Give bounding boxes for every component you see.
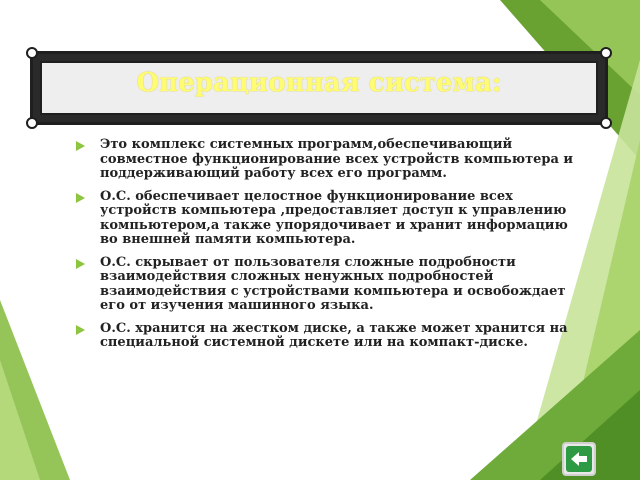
bullet-list (74, 138, 580, 359)
bullet-text: О.С. хранится на жестком диске, а также может хранится на специальной системной дискете или на компакт-диске. (100, 320, 568, 350)
frame-corner-bottom-right (600, 117, 612, 129)
bullet-item (74, 256, 580, 314)
frame-corner-top-left (26, 47, 38, 59)
bullet-item (74, 190, 580, 248)
bullet-arrow-icon (76, 325, 85, 335)
back-button-face[interactable] (566, 446, 592, 472)
bullet-item (74, 138, 580, 182)
bullet-text: Это комплекс системных программ,обеспечивающий совместное функционирование всех устройств компьютера и поддерживающий работу всех его программ. (100, 137, 574, 181)
bullet-text: О.С. скрывает от пользователя сложные подробности взаимодействия сложных ненужных подробностей взаимодействия с устройствами компьютера и освобождает его от изучения машинного языка. (100, 254, 566, 313)
bullet-arrow-icon (76, 193, 85, 203)
title-frame (30, 51, 608, 125)
bullet-arrow-icon (76, 141, 85, 151)
arrow-left-icon[interactable] (569, 449, 589, 469)
back-button[interactable] (562, 442, 596, 476)
frame-corner-top-right (600, 47, 612, 59)
frame-corner-bottom-left (26, 117, 38, 129)
bullet-arrow-icon (76, 259, 85, 269)
bullet-item (74, 322, 580, 351)
slide-title: Операционная система: (136, 68, 502, 98)
bullet-text: О.С. обеспечивает целостное функционирование всех устройств компьютера ,предоставляет доступ к управлению компьютером,а также упорядочивает и хранит информацию во внешней памяти компьютера. (100, 188, 568, 247)
title-box (40, 61, 598, 115)
